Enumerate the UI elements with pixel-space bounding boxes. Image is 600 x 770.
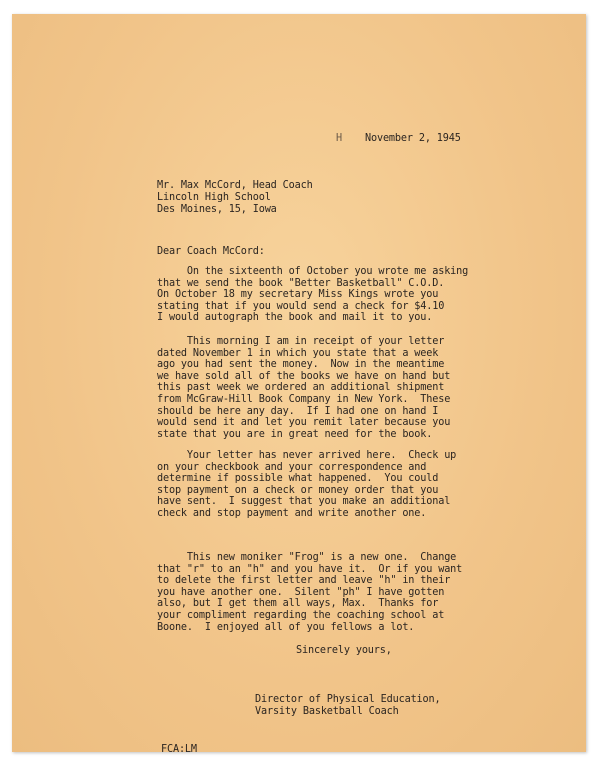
text-line: also, but I get them all ways, Max. Thanks for <box>157 598 439 610</box>
text-line: Boone. I enjoyed all of you fellows a lot. <box>157 621 415 633</box>
text-line: I would autograph the book and mail it to you. <box>157 312 433 324</box>
address-line-1: Mr. Max McCord, Head Coach <box>157 180 313 191</box>
text-line: Your letter has never arrived here. Check up <box>157 450 457 461</box>
text-line: determine if possible what happened. You could <box>157 473 439 485</box>
text-line: state that you are in great need for the book. <box>157 428 433 440</box>
text-line: to delete the first letter and leave "h" in their <box>157 575 451 587</box>
text-line: have sent. I suggest that you make an additional <box>157 496 451 508</box>
paragraph-2 <box>157 336 450 440</box>
paragraph-3 <box>157 450 456 520</box>
signature-title-1: Director of Physical Education, <box>255 694 441 705</box>
text-line: on your checkbook and your correspondence and <box>157 461 427 473</box>
closing: Sincerely yours, <box>296 645 392 656</box>
text-line: that "r" to an "h" and you have it. Or if you want <box>157 563 463 575</box>
text-line: This morning I am in receipt of your letter <box>157 336 445 347</box>
date-mark: H <box>336 133 343 144</box>
letter-page <box>12 14 586 752</box>
text-line: this past week we ordered an additional shipment <box>157 382 445 394</box>
signature-title-2: Varsity Basketball Coach <box>255 706 399 717</box>
text-line: This new moniker "Frog" is a new one. Change <box>157 552 457 563</box>
text-line: On the sixteenth of October you wrote me asking <box>157 266 469 277</box>
address-line-3: Des Moines, 15, Iowa <box>157 204 277 215</box>
text-line: stop payment on a check or money order that you <box>157 484 439 496</box>
text-line: stating that if you would send a check for $4.10 <box>157 300 445 312</box>
letter-date: November 2, 1945 <box>365 133 461 144</box>
text-line: ago you had sent the money. Now in the meantime <box>157 359 445 371</box>
text-line: On October 18 my secretary Miss Kings wrote you <box>157 289 439 301</box>
text-line: check and stop payment and write another one. <box>157 507 427 519</box>
typist-initials: FCA:LM <box>161 744 197 752</box>
text-line: your compliment regarding the coaching school at <box>157 609 445 621</box>
salutation: Dear Coach McCord: <box>157 246 265 257</box>
paragraph-4 <box>157 552 462 633</box>
text-line: would send it and let you remit later because you <box>157 417 451 429</box>
address-line-2: Lincoln High School <box>157 192 271 203</box>
text-line: should be here any day. If I had one on hand I <box>157 405 439 417</box>
text-line: from McGraw-Hill Book Company in New York. These <box>157 393 451 405</box>
text-line: that we send the book "Better Basketball" C.O.D. <box>157 277 445 289</box>
paragraph-1 <box>157 266 468 324</box>
text-line: we have sold all of the books we have on hand but <box>157 370 451 382</box>
text-line: you have another one. Silent "ph" I have gotten <box>157 586 445 598</box>
text-line: dated November 1 in which you state that a week <box>157 347 439 359</box>
